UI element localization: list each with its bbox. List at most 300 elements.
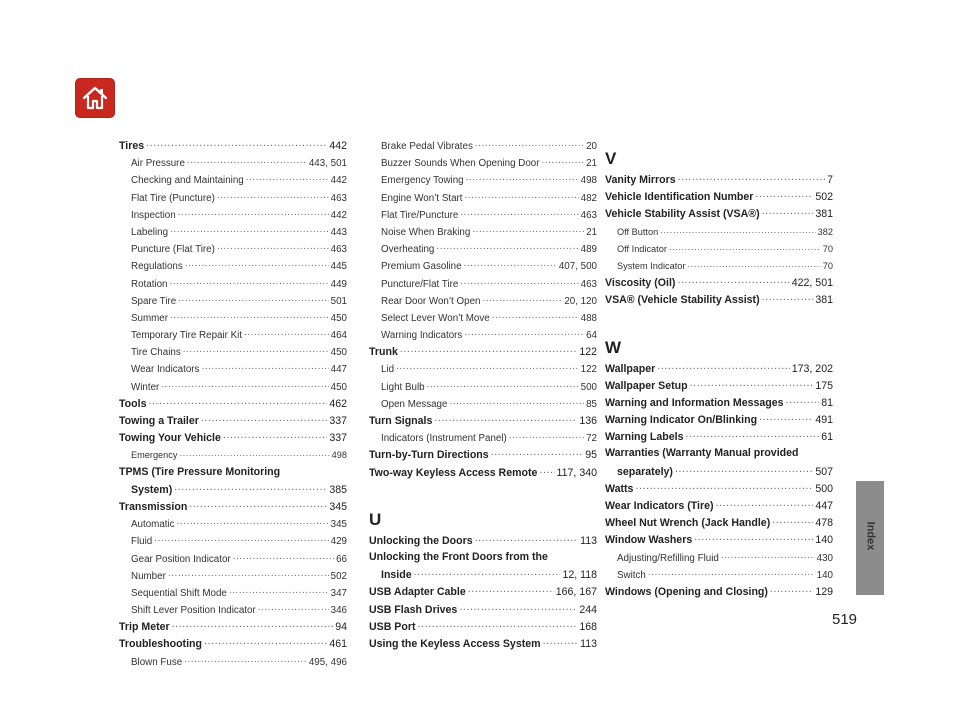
page-reference[interactable]: 94 xyxy=(335,621,347,634)
page-reference[interactable]: 346 xyxy=(330,605,347,617)
index-subentry[interactable] xyxy=(119,294,347,311)
page-reference[interactable]: 482 xyxy=(580,192,597,204)
entry-term: Wallpaper Setup xyxy=(605,379,688,392)
entry-term: Transmission xyxy=(119,500,188,513)
section-letter: U xyxy=(369,509,382,529)
entry-term: Temporary Tire Repair Kit xyxy=(131,330,243,342)
index-entry[interactable] xyxy=(369,568,597,585)
entry-term: Labeling xyxy=(131,226,169,238)
page-reference[interactable]: 166, 167 xyxy=(555,586,597,599)
entry-term: Inside xyxy=(381,569,412,582)
page-reference[interactable]: 500 xyxy=(815,482,833,495)
entry-term: Noise When Braking xyxy=(381,226,471,238)
page-reference[interactable]: 136 xyxy=(579,415,597,427)
entry-term: Off Indicator xyxy=(617,243,667,254)
entry-term: Vehicle Identification Number xyxy=(605,191,754,204)
index-entry[interactable] xyxy=(605,533,833,550)
entry-term: USB Adapter Cable xyxy=(369,586,466,599)
dot-leader xyxy=(154,534,328,544)
index-subentry[interactable] xyxy=(119,534,347,551)
entry-term: Unlocking the Doors xyxy=(369,534,473,547)
entry-term: Buzzer Sounds When Opening Door xyxy=(381,158,540,170)
index-entry[interactable] xyxy=(605,465,833,482)
index-subentry[interactable] xyxy=(369,294,597,311)
dot-leader xyxy=(201,362,328,372)
dot-leader xyxy=(436,242,578,252)
dot-leader xyxy=(170,225,329,235)
index-entry[interactable] xyxy=(605,173,833,190)
entry-term: Warning Indicator On/Blinking xyxy=(605,414,758,427)
entry-term: Flat Tire (Puncture) xyxy=(131,192,215,204)
index-subentry[interactable] xyxy=(119,156,347,173)
page-reference[interactable]: 381 xyxy=(815,294,833,307)
index-subentry[interactable] xyxy=(369,311,597,328)
index-subentry[interactable] xyxy=(369,208,597,225)
index-entry[interactable] xyxy=(605,207,833,224)
entry-term: Using the Keyless Access System xyxy=(369,637,541,650)
entry-term: Puncture/Flat Tire xyxy=(381,278,459,290)
page-reference[interactable]: 85 xyxy=(586,398,597,410)
page-reference[interactable]: 422, 501 xyxy=(791,277,833,290)
page-reference[interactable]: 337 xyxy=(329,432,347,445)
index-entry[interactable] xyxy=(605,362,833,379)
dot-leader xyxy=(721,551,815,561)
index-entry[interactable] xyxy=(605,413,833,430)
page-reference[interactable]: 95 xyxy=(585,449,597,462)
dot-leader xyxy=(459,603,577,613)
page-reference[interactable]: 450 xyxy=(330,347,347,359)
page-reference[interactable]: 464 xyxy=(330,330,347,342)
page-reference[interactable]: 462 xyxy=(329,397,347,410)
page-reference[interactable]: 447 xyxy=(815,500,833,512)
index-subentry[interactable] xyxy=(369,225,597,242)
page-reference[interactable]: 20 xyxy=(586,141,597,152)
dot-leader xyxy=(694,533,813,543)
page-reference[interactable]: 66 xyxy=(336,553,347,565)
page-reference[interactable]: 337 xyxy=(329,415,347,427)
page-reference[interactable]: 168 xyxy=(579,620,597,633)
dot-leader xyxy=(675,465,813,475)
dot-leader xyxy=(657,362,790,372)
index-subentry[interactable] xyxy=(369,380,597,397)
dot-leader xyxy=(539,466,554,476)
entry-term: Two-way Keyless Access Remote xyxy=(369,466,538,479)
dot-leader xyxy=(472,225,584,235)
dot-leader xyxy=(492,311,579,321)
dot-leader xyxy=(201,414,327,424)
index-entry[interactable] xyxy=(605,447,833,464)
page-reference[interactable]: 449 xyxy=(330,278,347,290)
index-subentry[interactable] xyxy=(119,552,347,569)
entry-term: Warning Labels xyxy=(605,431,684,444)
index-subentry[interactable] xyxy=(119,586,347,603)
entry-term: Brake Pedal Vibrates xyxy=(381,141,473,152)
index-entry[interactable] xyxy=(369,414,597,431)
page-reference[interactable]: 478 xyxy=(815,517,833,530)
page-reference[interactable]: 140 xyxy=(816,569,833,581)
index-subentry[interactable] xyxy=(605,242,833,259)
index-subentry[interactable] xyxy=(369,362,597,379)
entry-term: Viscosity (Oil) xyxy=(605,277,676,290)
entry-term: Overheating xyxy=(381,244,435,256)
entry-term: Checking and Maintaining xyxy=(131,175,244,187)
entry-term: Spare Tire xyxy=(131,295,177,307)
dot-leader xyxy=(179,448,329,458)
dot-leader xyxy=(541,156,584,166)
index-subentry[interactable] xyxy=(119,277,347,294)
index-column-3 xyxy=(605,139,833,602)
page-reference[interactable]: 117, 340 xyxy=(556,466,597,479)
entry-term: VSA® (Vehicle Stability Assist) xyxy=(605,294,760,307)
page-reference[interactable]: 113 xyxy=(580,637,597,650)
index-subentry[interactable] xyxy=(119,311,347,328)
entry-term: Wear Indicators xyxy=(131,364,200,376)
page-reference[interactable]: 21 xyxy=(586,158,597,170)
dot-leader xyxy=(669,242,821,252)
page-reference[interactable]: 507 xyxy=(815,465,833,478)
dot-leader xyxy=(690,379,814,389)
page-reference[interactable]: 347 xyxy=(330,587,347,599)
index-entry[interactable] xyxy=(119,431,347,448)
dot-leader xyxy=(184,655,307,665)
dot-leader xyxy=(400,345,577,355)
home-button[interactable] xyxy=(75,78,115,118)
dot-leader xyxy=(543,637,579,647)
entry-term: Adjusting/Refilling Fluid xyxy=(617,552,719,564)
entry-term: Gear Position Indicator xyxy=(131,553,231,565)
page-reference[interactable]: 122 xyxy=(579,346,597,359)
dot-leader xyxy=(172,620,334,630)
page-reference[interactable]: 450 xyxy=(330,381,347,393)
entry-term: Air Pressure xyxy=(131,158,185,170)
index-entry[interactable] xyxy=(369,534,597,551)
index-subentry[interactable] xyxy=(119,242,347,259)
entry-term: Automatic xyxy=(131,519,175,531)
page-reference[interactable]: 345 xyxy=(330,519,347,531)
entry-term: Tire Chains xyxy=(131,347,181,359)
entry-term: USB Port xyxy=(369,620,416,633)
entry-term: Towing a Trailer xyxy=(119,415,199,427)
dot-leader xyxy=(491,448,584,458)
entry-term: Lid xyxy=(381,364,395,376)
page-reference[interactable]: 382 xyxy=(817,226,833,237)
page-reference[interactable]: 488 xyxy=(580,312,597,324)
entry-term: Warning and Information Messages xyxy=(605,396,784,409)
dot-leader xyxy=(660,225,815,235)
dot-leader xyxy=(648,568,815,578)
entry-term: Select Lever Won’t Move xyxy=(381,312,490,324)
index-entry[interactable] xyxy=(369,448,597,465)
page-reference[interactable]: 442 xyxy=(329,140,347,152)
dot-leader xyxy=(786,396,820,406)
page-reference[interactable]: 113 xyxy=(580,534,597,547)
index-entry[interactable] xyxy=(119,397,347,414)
dot-leader xyxy=(229,586,329,596)
entry-term: Open Message xyxy=(381,398,448,410)
page-reference[interactable]: 463 xyxy=(330,244,347,256)
index-entry[interactable] xyxy=(605,482,833,499)
section-gap xyxy=(605,311,833,328)
page-reference[interactable]: 70 xyxy=(822,260,833,271)
page-reference[interactable]: 64 xyxy=(586,330,597,342)
page-reference[interactable]: 175 xyxy=(815,379,833,392)
entry-term: Flat Tire/Puncture xyxy=(381,209,459,221)
entry-term: Shift Lever Position Indicator xyxy=(131,605,256,617)
index-entry[interactable] xyxy=(369,637,597,654)
page-reference[interactable]: 443, 501 xyxy=(308,158,347,170)
dot-leader xyxy=(223,431,327,441)
entry-term: Blown Fuse xyxy=(131,656,183,668)
dot-leader xyxy=(148,397,327,407)
index-entry[interactable] xyxy=(605,430,833,447)
page-reference[interactable]: 498 xyxy=(580,175,597,187)
index-entry[interactable] xyxy=(369,585,597,602)
entry-term: Vehicle Stability Assist (VSA®) xyxy=(605,208,760,221)
index-subentry[interactable] xyxy=(369,191,597,208)
index-subentry[interactable] xyxy=(119,517,347,534)
dot-leader xyxy=(677,276,789,286)
page-reference[interactable]: 61 xyxy=(821,431,833,444)
index-entry[interactable] xyxy=(605,396,833,413)
dot-leader xyxy=(170,277,329,287)
index-subentry[interactable] xyxy=(369,259,597,276)
section-gap xyxy=(369,483,597,500)
dot-leader xyxy=(185,259,329,269)
index-subentry[interactable] xyxy=(369,277,597,294)
dot-leader xyxy=(635,482,813,492)
page-reference[interactable]: 72 xyxy=(586,433,597,445)
home-icon xyxy=(81,85,109,111)
page-reference[interactable]: 429 xyxy=(330,536,347,548)
index-side-label xyxy=(858,516,882,556)
dot-leader xyxy=(762,293,814,303)
index-subentry[interactable] xyxy=(119,345,347,362)
index-subentry[interactable] xyxy=(119,328,347,345)
index-entry[interactable] xyxy=(119,637,347,654)
page-reference[interactable]: 443 xyxy=(330,226,347,238)
entry-term: Regulations xyxy=(131,261,183,273)
page-reference[interactable]: 407, 500 xyxy=(558,261,597,273)
entry-term: Off Button xyxy=(617,226,659,237)
page-reference[interactable]: 461 xyxy=(329,638,347,651)
index-entry[interactable] xyxy=(605,516,833,533)
entry-term: Sequential Shift Mode xyxy=(131,587,227,599)
page-reference[interactable]: 385 xyxy=(329,483,347,496)
dot-leader xyxy=(427,380,579,390)
index-subentry[interactable] xyxy=(119,225,347,242)
entry-term: Unlocking the Front Doors from the xyxy=(369,550,548,563)
dot-leader xyxy=(244,328,329,338)
page-reference[interactable]: 430 xyxy=(816,552,833,564)
page-reference[interactable]: 447 xyxy=(330,364,347,376)
dot-leader xyxy=(449,397,584,407)
entry-term: Warranties (Warranty Manual provided xyxy=(605,447,799,460)
index-subentry[interactable] xyxy=(119,362,347,379)
index-subentry[interactable] xyxy=(369,242,597,259)
index-subentry[interactable] xyxy=(369,431,597,448)
dot-leader xyxy=(475,534,579,544)
page-reference[interactable]: 12, 118 xyxy=(562,569,597,582)
index-subentry[interactable] xyxy=(369,173,597,190)
index-entry[interactable] xyxy=(119,139,347,156)
dot-leader xyxy=(217,242,329,252)
entry-term: Engine Won’t Start xyxy=(381,192,463,204)
page-reference[interactable]: 173, 202 xyxy=(791,362,833,375)
dot-leader xyxy=(258,603,329,613)
page-reference[interactable]: 498 xyxy=(331,450,347,461)
entry-term: USB Flash Drives xyxy=(369,603,458,616)
dot-leader xyxy=(759,413,813,423)
index-entry[interactable] xyxy=(369,603,597,620)
index-column-1 xyxy=(119,139,347,672)
entry-term: Vanity Mirrors xyxy=(605,174,676,186)
page-reference[interactable]: 502 xyxy=(330,570,347,582)
page-reference[interactable]: 463 xyxy=(580,209,597,221)
page-reference[interactable]: 489 xyxy=(580,244,597,256)
entry-term: Window Washers xyxy=(605,534,693,547)
dot-leader xyxy=(217,191,329,201)
index-subentry[interactable] xyxy=(369,328,597,345)
dot-leader xyxy=(177,517,329,527)
index-entry[interactable] xyxy=(605,379,833,396)
entry-term: Windows (Opening and Closing) xyxy=(605,585,768,598)
index-entry[interactable] xyxy=(119,483,347,500)
index-subentry[interactable] xyxy=(119,173,347,190)
page-reference[interactable]: 500 xyxy=(580,381,597,393)
index-subentry[interactable] xyxy=(119,191,347,208)
dot-leader xyxy=(460,277,578,287)
page-reference[interactable]: 345 xyxy=(329,500,347,513)
entry-term: separately) xyxy=(617,465,673,478)
index-entry[interactable] xyxy=(605,585,833,602)
dot-leader xyxy=(233,552,334,562)
entry-term: Emergency xyxy=(131,450,178,461)
entry-term: Trunk xyxy=(369,346,398,359)
index-subentry[interactable] xyxy=(605,568,833,585)
dot-leader xyxy=(468,585,554,595)
index-entry[interactable] xyxy=(605,276,833,293)
entry-term: Rotation xyxy=(131,278,168,290)
dot-leader xyxy=(509,431,584,441)
index-subentry[interactable] xyxy=(369,139,597,156)
entry-term: Trip Meter xyxy=(119,621,170,634)
dot-leader xyxy=(685,430,819,440)
index-subentry[interactable] xyxy=(119,569,347,586)
dot-leader xyxy=(187,156,307,166)
dot-leader xyxy=(396,362,579,372)
dot-leader xyxy=(418,620,578,630)
page-reference[interactable]: 463 xyxy=(330,192,347,204)
entry-term: Troubleshooting xyxy=(119,638,202,651)
index-entry[interactable] xyxy=(369,620,597,637)
dot-leader xyxy=(414,568,561,578)
dot-leader xyxy=(475,139,584,149)
dot-leader xyxy=(168,569,329,579)
index-subentry[interactable] xyxy=(119,655,347,672)
dot-leader xyxy=(178,294,328,304)
dot-leader xyxy=(464,259,557,269)
page-reference[interactable]: 442 xyxy=(330,209,347,221)
index-subentry[interactable] xyxy=(119,448,347,465)
dot-leader xyxy=(755,190,813,200)
index-entry[interactable] xyxy=(605,499,833,516)
page-number: 519 xyxy=(832,611,858,628)
entry-term: Turn Signals xyxy=(369,415,433,427)
page-reference[interactable]: 70 xyxy=(822,243,833,254)
dot-leader xyxy=(762,207,814,217)
index-entry[interactable] xyxy=(119,466,347,483)
index-entry[interactable] xyxy=(605,190,833,207)
entry-term: Light Bulb xyxy=(381,381,425,393)
section-letter: W xyxy=(605,337,622,357)
index-subentry[interactable] xyxy=(119,259,347,276)
page-reference[interactable]: 445 xyxy=(330,261,347,273)
page-reference[interactable]: 463 xyxy=(580,278,597,290)
entry-term: Summer xyxy=(131,312,169,324)
index-subentry[interactable] xyxy=(119,208,347,225)
page-reference[interactable]: 21 xyxy=(586,226,597,238)
entry-term: Emergency Towing xyxy=(381,175,464,187)
index-subentry[interactable] xyxy=(605,225,833,242)
index-entry[interactable] xyxy=(369,345,597,362)
page-reference[interactable]: 381 xyxy=(815,208,833,221)
dot-leader xyxy=(174,483,327,493)
index-subentry[interactable] xyxy=(605,551,833,568)
dot-leader xyxy=(170,311,329,321)
index-subentry[interactable] xyxy=(119,603,347,620)
page-reference[interactable]: 491 xyxy=(815,414,833,427)
entry-term: Switch xyxy=(617,569,646,581)
entry-term: Wheel Nut Wrench (Jack Handle) xyxy=(605,517,771,530)
index-entry[interactable] xyxy=(605,293,833,310)
page-reference[interactable]: 244 xyxy=(579,603,597,616)
entry-term: Watts xyxy=(605,482,634,495)
entry-term: Number xyxy=(131,570,166,582)
page-reference[interactable]: 140 xyxy=(815,534,833,547)
index-entry[interactable] xyxy=(369,551,597,568)
index-subentry[interactable] xyxy=(369,156,597,173)
index-subentry[interactable] xyxy=(369,397,597,414)
index-column-2 xyxy=(369,139,597,654)
index-entry[interactable] xyxy=(119,414,347,431)
index-subentry[interactable] xyxy=(119,380,347,397)
page-reference[interactable]: 81 xyxy=(821,396,833,409)
page-reference[interactable]: 502 xyxy=(815,191,833,204)
index-entry[interactable] xyxy=(119,620,347,637)
page-reference[interactable]: 450 xyxy=(330,312,347,324)
index-subentry[interactable] xyxy=(605,259,833,276)
dot-leader xyxy=(146,139,327,149)
page-reference[interactable]: 7 xyxy=(827,174,833,186)
dot-leader xyxy=(460,208,578,218)
dot-leader xyxy=(482,294,562,304)
index-entry[interactable] xyxy=(119,500,347,517)
page-reference[interactable]: 442 xyxy=(330,175,347,187)
dot-leader xyxy=(204,637,327,647)
dot-leader xyxy=(434,414,577,424)
page-reference[interactable]: 20, 120 xyxy=(564,295,597,307)
page-reference[interactable]: 495, 496 xyxy=(308,656,347,668)
page-reference[interactable]: 122 xyxy=(580,364,597,376)
entry-term: Winter xyxy=(131,381,160,393)
dot-leader xyxy=(466,173,579,183)
dot-leader xyxy=(678,173,825,183)
entry-term: Puncture (Flat Tire) xyxy=(131,244,215,256)
page-reference[interactable]: 501 xyxy=(330,295,347,307)
index-entry[interactable] xyxy=(369,466,597,483)
page-reference[interactable]: 129 xyxy=(815,585,833,598)
entry-term: System) xyxy=(131,483,173,496)
